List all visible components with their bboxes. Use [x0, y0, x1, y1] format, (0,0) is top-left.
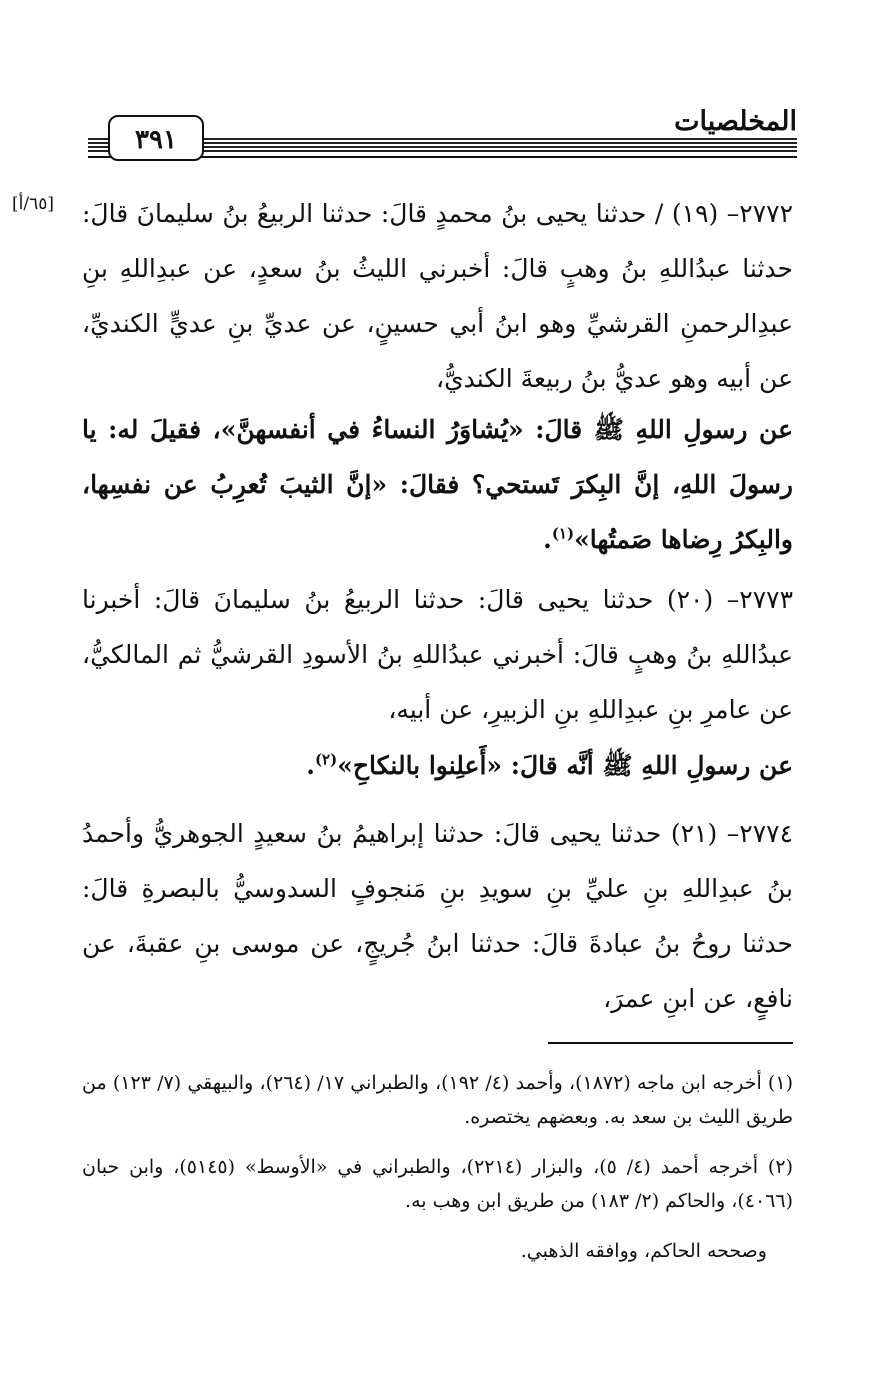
footnote-ref-2: (٢)	[314, 750, 338, 769]
footnote-2-note: وصححه الحاكم، ووافقه الذهبي.	[520, 1240, 767, 1262]
hadith-2772-matn-text: عن رسولِ اللهِ ﷺ قالَ: «يُشاوَرُ النساءُ في أنفسهنَّ»، فقيلَ له: يا رسولَ اللهِ، إنَّ البِكرَ تَستحي؟ فقالَ: «إنَّ الثيبَ تُعرِبُ عن نفسِها، والبِكرُ رِضاها صَمتُها»	[82, 415, 793, 554]
hadith-2773-isnad: ٢٧٧٣– (٢٠) حدثنا يحيى قالَ: حدثنا الربيعُ بنُ سليمانَ قالَ: أخبرنا عبدُاللهِ بنُ وهبٍ قالَ: أخبرني عبدُاللهِ بنُ الأسودِ القرشيُّ ثم المالكيُّ، عن عامرِ بنِ عبدِاللهِ بنِ الزبيرِ، عن أبيه،	[82, 585, 793, 724]
page-number: ٣٩١	[108, 115, 204, 161]
end-period: .	[306, 751, 315, 780]
hadith-2772-matn	[82, 402, 793, 567]
footnote-ref-1: (١)	[551, 524, 575, 543]
hadith-2772-isnad: ٢٧٧٢– (١٩) / حدثنا يحيى بنُ محمدٍ قالَ: حدثنا الربيعُ بنُ سليمانَ قالَ: حدثنا عبدُاللهِ بنُ وهبٍ قالَ: أخبرني الليثُ بنُ سعدٍ، عن عبدِاللهِ بنِ عبدِالرحمنِ القرشيِّ وهو ابنُ أبي حسينٍ، عن عديِّ بنِ عديٍّ الكنديِّ، عن أبيه وهو عديُّ بنُ ربيعةَ الكنديُّ،	[82, 199, 794, 393]
running-title: المخلصيات	[674, 106, 797, 137]
footnote-2: (٢) أخرجه أحمد (٤/ ٥)، والبزار (٢٢١٤)، والطبراني في «الأوسط» (٥١٤٥)، وابن حبان (٤٠٦٦)، والحاكم (٢/ ١٨٣) من طريق ابن وهب به.	[82, 1156, 793, 1212]
hadith-2774-isnad: ٢٧٧٤– (٢١) حدثنا يحيى قالَ: حدثنا إبراهيمُ بنُ سعيدٍ الجوهريُّ وأحمدُ بنُ عبدِاللهِ بنِ عليِّ بنِ سويدِ بنِ مَنجوفٍ السدوسيُّ بالبصرةِ قالَ: حدثنا روحُ بنُ عبادةَ قالَ: حدثنا ابنُ جُريجٍ، عن موسى بنِ عقبةَ، عن نافعٍ، عن ابنِ عمرَ،	[82, 819, 793, 1013]
folio-marker: [٦٥/أ]	[12, 194, 54, 214]
end-period: .	[543, 525, 552, 554]
footnote-separator	[548, 1042, 793, 1044]
hadith-2773-matn-text: عن رسولِ اللهِ ﷺ أنَّه قالَ: «أَعلِنوا بالنكاحِ»	[337, 751, 793, 780]
footnote-1: (١) أخرجه ابن ماجه (١٨٧٢)، وأحمد (٤/ ١٩٢)، والطبراني ١٧/ (٢٦٤)، والبيهقي (٧/ ١٢٣) من طريق الليث بن سعد به. وبعضهم يختصره.	[82, 1072, 793, 1128]
hadith-2773-matn	[82, 738, 793, 793]
